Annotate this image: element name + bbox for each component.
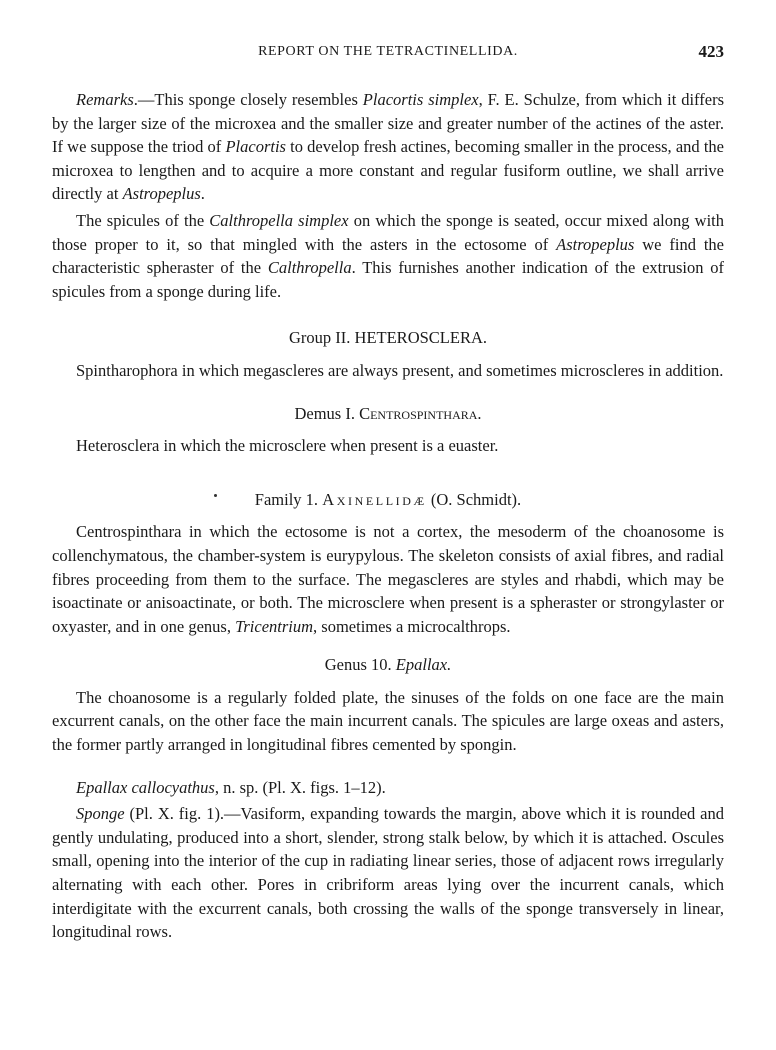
- page-body: [52, 88, 724, 944]
- sponge-label: Sponge: [76, 804, 125, 824]
- species-reference: , n. sp. (Pl. X. figs. 1–12).: [214, 777, 386, 797]
- heading-prefix: Demus I.: [294, 403, 360, 423]
- text-run: The spicules of the: [76, 210, 210, 230]
- sponge-description: [52, 802, 724, 944]
- species-heading: [52, 776, 724, 800]
- taxon-name: Astropeplus: [556, 234, 635, 254]
- demus-definition: Heterosclera in which the microsclere when present is a euaster.: [76, 436, 499, 456]
- heading-authority: (O. Schmidt).: [426, 489, 522, 509]
- heading-title: Centrospinthara.: [359, 403, 482, 423]
- heading-title: Axinellidæ: [322, 489, 427, 509]
- text-run: we find the characteristic spheraster of the: [52, 234, 724, 278]
- taxon-name: Calthropella: [267, 258, 352, 278]
- page-number: 423: [698, 42, 724, 61]
- heading-prefix: Family 1.: [254, 489, 323, 509]
- text-run: Centrospinthara in which the ectosome is not a cortex, the mesoderm of the choanosome is collenchymatous, the chamber-system is eurypylous. The skeleton consists of axial fibres, and radial fibres proceeding from them to the surface. The megascleres are styles and rhabdi, which may be isoactinate or anisoactinate, or both. The microsclere when present is a spheraster or strongylaster or oxyaster, and in one genus,: [52, 522, 724, 636]
- text-run: .—This sponge closely resembles: [133, 90, 363, 109]
- family-heading: [52, 488, 724, 512]
- family-definition: [52, 520, 724, 638]
- text-run: , sometimes a microcalthrops.: [313, 616, 511, 636]
- heading-title: HETEROSCLERA.: [354, 328, 487, 348]
- group-definition: Spintharophora in which megascleres are always present, and sometimes microscleres in addition.: [76, 360, 724, 380]
- group-heading: [52, 326, 724, 350]
- text-run: on which the sponge is seated, occur mixed along with those proper to it, so that mingled with the asters in the ectosome of: [52, 210, 724, 254]
- heading-prefix: Genus 10.: [324, 655, 396, 675]
- heading-prefix: Group II.: [289, 328, 355, 348]
- text-run: to develop fresh actines, becoming smaller in the process, and the microxea to lengthen and to acquire a more constant and regular fusiform outline, we shall arrive directly at: [52, 137, 724, 204]
- spicules-paragraph: [52, 209, 724, 303]
- page-header: [52, 42, 724, 64]
- text-run: (Pl. X. fig. 1).—Vasiform, expanding towards the margin, above which it is rounded and gently undulating, produced into a short, slender, strong stalk below, by which it is attached. Oscules small, opening into the interior of the cup in radiating linear series, those of adjacent rows irregularly alternating with each other. Pores in cribriform areas lying over the incurrent canals, which interdigitate with the excurrent canals, both crossing the walls of the sponge transversely in linear, longitudinal rows.: [52, 804, 724, 942]
- taxon-name: Astropeplus: [122, 184, 201, 204]
- taxon-name: Placortis simplex: [362, 90, 479, 109]
- taxon-name: Tricentrium: [235, 616, 314, 636]
- taxon-name: Calthropella simplex: [209, 210, 349, 230]
- text-run: .: [200, 184, 205, 204]
- heading-title: Epallax.: [395, 655, 452, 675]
- remarks-label: Remarks: [76, 90, 134, 109]
- genus-heading: [52, 653, 724, 677]
- species-name: Epallax callocyathus: [76, 777, 215, 797]
- remarks-paragraph: [52, 88, 724, 206]
- text-run: , F. E. Schulze, from which it differs by the larger size of the microxea and the smaller size and greater number of the actines of the aster. If we suppose the triod of: [52, 90, 724, 157]
- taxon-name: Placortis: [225, 137, 286, 157]
- demus-heading: [52, 402, 724, 426]
- genus-definition: The choanosome is a regularly folded plate, the sinuses of the folds on one face are the main excurrent canals, on the other face the main incurrent canals. The spicules are large oxeas and asters, the former partly arranged in longitudinal fibres cemented by spongin.: [52, 687, 724, 755]
- text-run: . This furnishes another indication of the extrusion of spicules from a sponge during life.: [52, 258, 724, 301]
- running-head: REPORT ON THE TETRACTINELLIDA.: [258, 44, 518, 59]
